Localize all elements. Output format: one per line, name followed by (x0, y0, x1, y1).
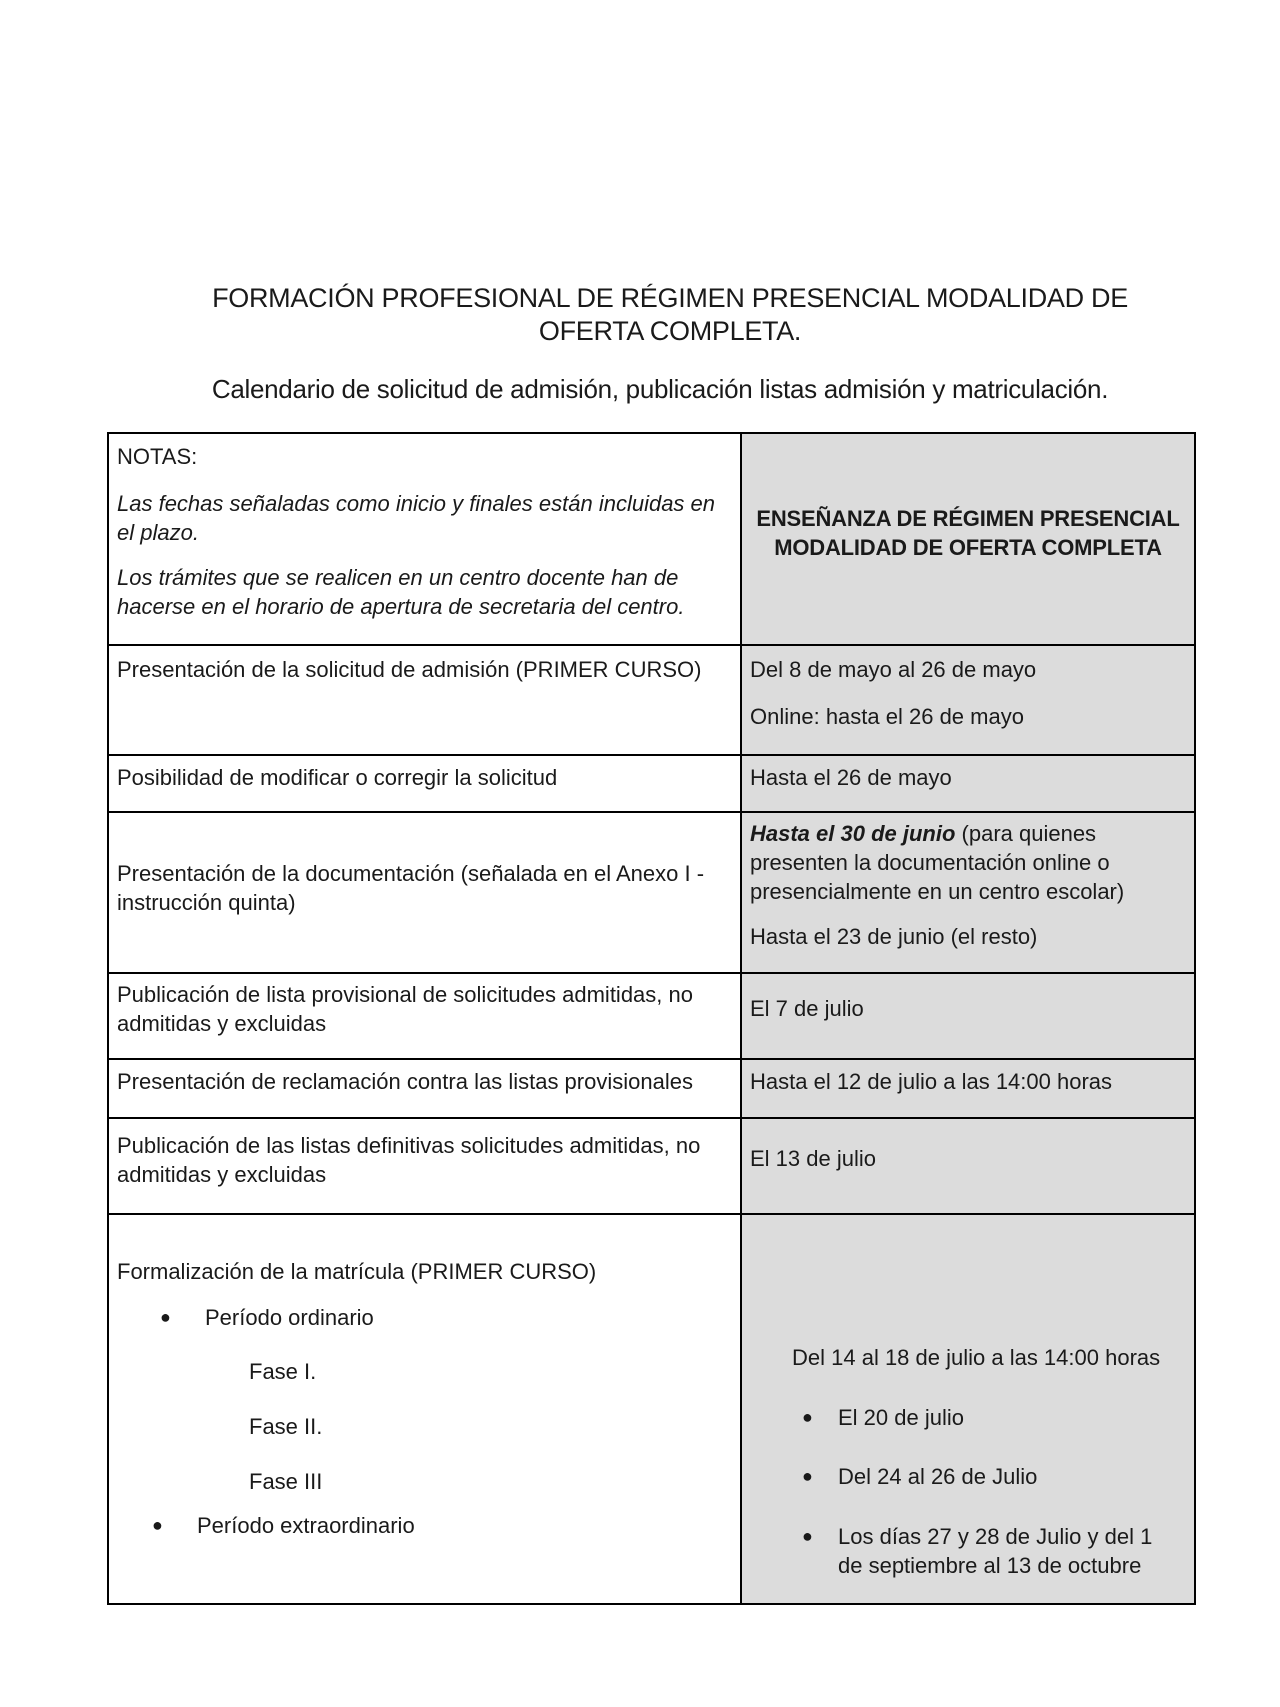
row-value (750, 813, 1186, 906)
row-label: Presentación de la documentación (señalada en el Anexo I - instrucción quinta) (117, 860, 705, 915)
value-fase-3: Los días 27 y 28 de Julio y del 1 de septiembre al 13 de octubre (838, 1524, 1153, 1578)
value-ordinario: Del 14 al 18 de julio a las 14:00 horas (792, 1345, 1161, 1370)
bullet-icon: ● (802, 1466, 813, 1486)
note-2: Los trámites que se realicen en un centro docente han de hacerse en el horario de apertura de secretaria del centro. (117, 565, 685, 619)
row-label: Presentación de reclamación contra las listas provisionales (117, 1069, 693, 1094)
page-title-line-1: FORMACIÓN PROFESIONAL DE RÉGIMEN PRESENCIAL MODALIDAD DE (212, 283, 1128, 313)
table-row (108, 1059, 1195, 1118)
list-item (117, 1511, 732, 1540)
row-label-cell (108, 755, 741, 812)
row-value-cell (741, 755, 1195, 812)
list-item (117, 1303, 732, 1332)
column-heading-line-1: ENSEÑANZA DE RÉGIMEN PRESENCIAL (756, 506, 1180, 531)
list-item (750, 1403, 1186, 1432)
row-label-cell (108, 1214, 741, 1604)
page-subtitle: Calendario de solicitud de admisión, publicación listas admisión y matriculación. (211, 374, 1109, 404)
period-extraordinario-label: Período extraordinario (197, 1513, 415, 1538)
column-heading-line-2: MODALIDAD DE OFERTA COMPLETA (774, 535, 1162, 560)
row-value: El 13 de julio (750, 1146, 876, 1171)
row-value-cell (741, 1059, 1195, 1118)
row-label: Publicación de las listas definitivas solicitudes admitidas, no admitidas y excluidas (117, 1133, 701, 1187)
bullet-icon: ● (160, 1307, 171, 1327)
value-fase-2: Del 24 al 26 de Julio (838, 1464, 1038, 1489)
row-label-cell (108, 1118, 741, 1214)
page-title (160, 282, 1180, 348)
period-list (117, 1303, 732, 1332)
note-1: Las fechas señaladas como inicio y finales están incluidas en el plazo. (117, 491, 716, 545)
table-row (108, 973, 1195, 1059)
period-ordinario-label: Período ordinario (205, 1305, 374, 1330)
notes-heading: NOTAS: (117, 444, 198, 469)
table-header-row (108, 433, 1195, 645)
row-value-cell (741, 645, 1195, 755)
notes-cell (108, 433, 741, 645)
fase-1-label: Fase I. (249, 1359, 317, 1384)
table-row (108, 755, 1195, 812)
row-label: Formalización de la matrícula (PRIMER CURSO) (117, 1259, 597, 1284)
row-value: Hasta el 26 de mayo (750, 765, 952, 790)
row-label: Presentación de la solicitud de admisión (PRIMER CURSO) (117, 657, 702, 682)
list-item (750, 1522, 1186, 1580)
table-row (108, 645, 1195, 755)
row-value-secondary: Online: hasta el 26 de mayo (750, 704, 1024, 729)
bullet-icon: ● (802, 1526, 813, 1546)
row-value-cell (741, 973, 1195, 1059)
row-label: Publicación de lista provisional de solicitudes admitidas, no admitidas y excluidas (117, 982, 693, 1036)
bullet-icon: ● (152, 1515, 163, 1535)
column-heading (750, 434, 1186, 562)
row-value: El 7 de julio (750, 996, 864, 1021)
row-value-text: (para quienes presenten la documentación online o presencialmente en un centro escolar) (750, 821, 1125, 904)
row-value-emphasis: Hasta el 30 de junio (750, 821, 956, 846)
row-value-cell (741, 1214, 1195, 1604)
calendar-table (107, 432, 1196, 1605)
value-fase-1: El 20 de julio (838, 1405, 964, 1430)
row-value-cell (741, 812, 1195, 973)
row-label-cell (108, 645, 741, 755)
row-label-cell (108, 973, 741, 1059)
header-right-cell (741, 433, 1195, 645)
fase-value-list (750, 1403, 1186, 1580)
page-title-line-2: OFERTA COMPLETA. (538, 316, 802, 346)
row-value-secondary: Hasta el 23 de junio (el resto) (750, 924, 1038, 949)
list-item (750, 1462, 1186, 1491)
table-row (108, 1118, 1195, 1214)
row-label-cell (108, 812, 741, 973)
row-label: Posibilidad de modificar o corregir la solicitud (117, 765, 558, 790)
bullet-icon: ● (802, 1407, 813, 1427)
period-list (117, 1511, 732, 1540)
fase-3-label: Fase III (249, 1469, 323, 1494)
table-row (108, 812, 1195, 973)
table-row-matricula (108, 1214, 1195, 1604)
row-value: Hasta el 12 de julio a las 14:00 horas (750, 1069, 1113, 1094)
row-value-cell (741, 1118, 1195, 1214)
fase-2-label: Fase II. (249, 1414, 323, 1439)
row-value: Del 8 de mayo al 26 de mayo (750, 657, 1037, 682)
row-label-cell (108, 1059, 741, 1118)
